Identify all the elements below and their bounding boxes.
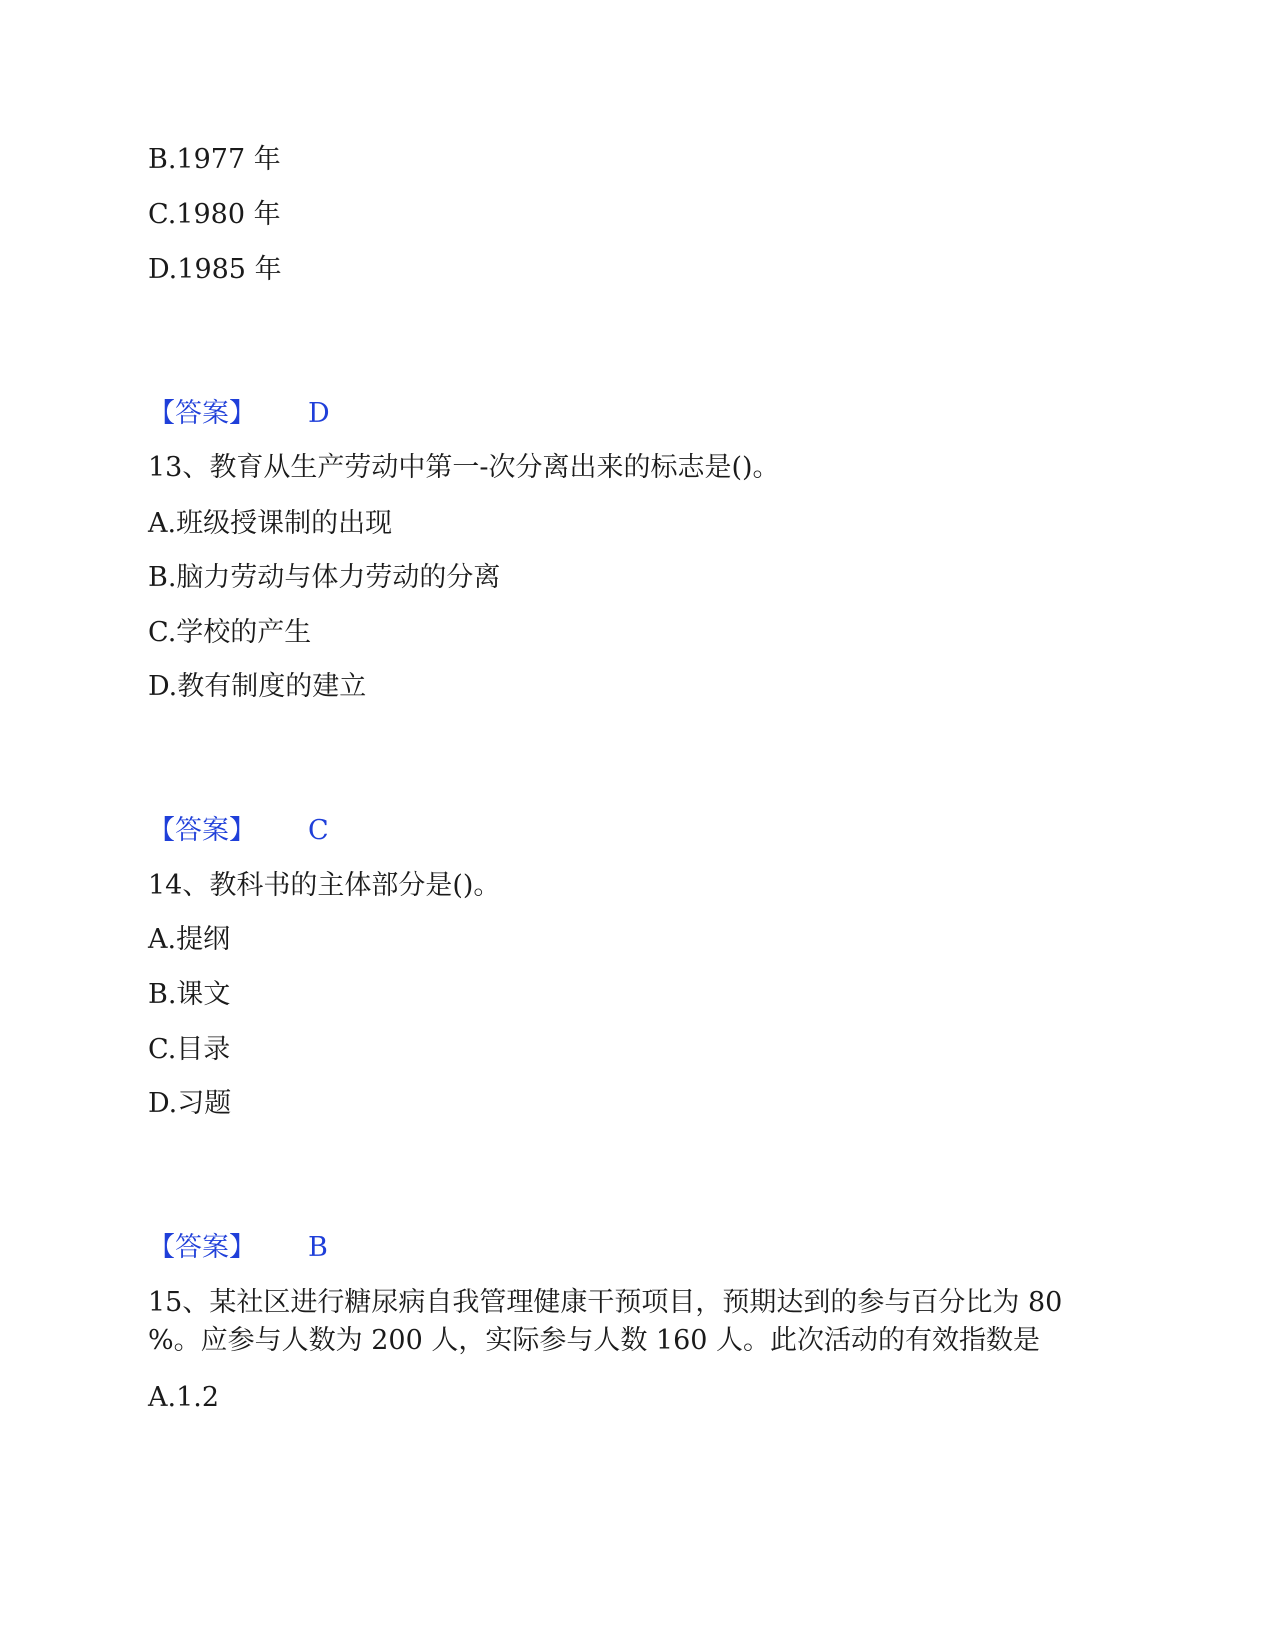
answer-value: D (308, 398, 330, 429)
q13-option-c: C.学校的产生 (148, 617, 312, 648)
q14-option-d: D.习题 (148, 1088, 232, 1119)
answer-label: 【答案】 (148, 815, 256, 846)
q12-answer (148, 396, 548, 432)
q12-option-c: C.1980 年 (148, 199, 281, 230)
q13-option-a: A.班级授课制的出现 (148, 508, 393, 539)
answer-label: 【答案】 (148, 1232, 256, 1263)
q12-option-d: D.1985 年 (148, 254, 282, 285)
answer-label: 【答案】 (148, 398, 256, 429)
q14-option-a: A.提纲 (148, 924, 231, 955)
q14-answer (148, 1230, 548, 1266)
q13-stem: 13、教育从生产劳动中第一-次分离出来的标志是()。 (148, 452, 780, 483)
q15-stem-line-2: %。应参与人数为 200 人，实际参与人数 160 人。此次活动的有效指数是 (148, 1325, 1041, 1356)
answer-value: C (308, 815, 329, 846)
q13-answer (148, 813, 548, 849)
q14-option-c: C.目录 (148, 1034, 231, 1065)
q15-option-a: A.1.2 (148, 1382, 220, 1413)
answer-value: B (308, 1232, 328, 1263)
q14-option-b: B.课文 (148, 979, 231, 1010)
q13-option-b: B.脑力劳动与体力劳动的分离 (148, 562, 501, 593)
q14-stem: 14、教科书的主体部分是()。 (148, 870, 501, 901)
q12-option-b: B.1977 年 (148, 144, 281, 175)
q15-stem-line-1: 15、某社区进行糖尿病自我管理健康干预项目，预期达到的参与百分比为 80 (148, 1287, 1063, 1318)
q13-option-d: D.教有制度的建立 (148, 671, 367, 702)
